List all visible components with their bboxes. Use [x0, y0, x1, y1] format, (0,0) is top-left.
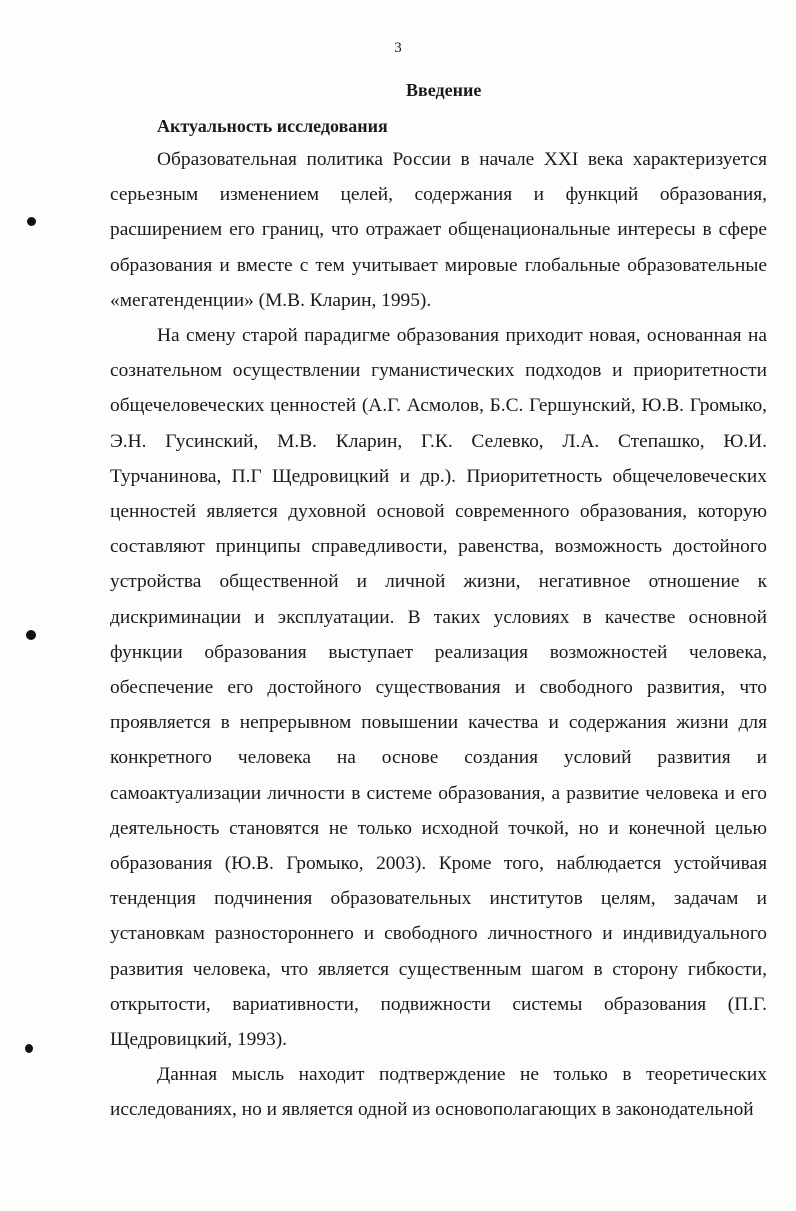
paragraph-2: На смену старой парадигме образования приходит новая, основанная на сознательном осуществлении гуманистических подходов и приоритетности общечеловеческих ценностей (А.Г. Асмолов, Б.С. Гершунский, Ю.В. Громыко, Э.Н. Гусинский, М.В. Кларин, Г.К. Селевко, Л.А. Степашко, Ю.И. Турчанинова, П.Г Щедровицкий и др.). Приоритетность общечеловеческих ценностей является духовной основой современного образования, которую составляют принципы справедливости, равенства, возможность достойного устройства общественной и личной жизни, негативное отношение к дискриминации и эксплуатации. В таких условиях в качестве основной функции образования выступает реализация возможностей человека, обеспечение его достойного существования и свободного развития, что проявляется в непрерывном повышении качества и содержания жизни для конкретного человека на основе создания условий развития и самоактуализации личности в системе образования, а развитие человека и его деятельность становятся не только исходной точкой, но и конечной целью образования (Ю.В. Громыко, 2003). Кроме того, наблюдается устойчивая тенденция подчинения образовательных институтов целям, задачам и установкам разностороннего и свободного личностного и индивидуального развития человека, что является существенным шагом в сторону гибкости, открытости, вариативности, подвижности системы образования (П.Г. Щедровицкий, 1993).	[110, 325, 767, 1051]
section-title: Введение	[406, 80, 482, 100]
subsection-title: Актуальность исследования	[157, 116, 388, 136]
binder-hole-mark	[25, 1044, 33, 1053]
paragraph-1: Образовательная политика России в начале XXI века характеризуется серьезным изменением целей, содержания и функций образования, расширением его границ, что отражает общенациональные интересы в сфере образования и вместе с тем учитывает мировые глобальные образовательные «мегатенденции» (М.В. Кларин, 1995).	[110, 149, 767, 311]
binder-hole-mark	[27, 217, 36, 226]
binder-hole-mark	[26, 630, 36, 640]
body-text	[110, 142, 767, 1128]
page-number: 3	[394, 40, 402, 56]
paragraph-3: Данная мысль находит подтверждение не только в теоретических исследованиях, но и является одной из основополагающих в законодательной	[110, 1064, 767, 1121]
